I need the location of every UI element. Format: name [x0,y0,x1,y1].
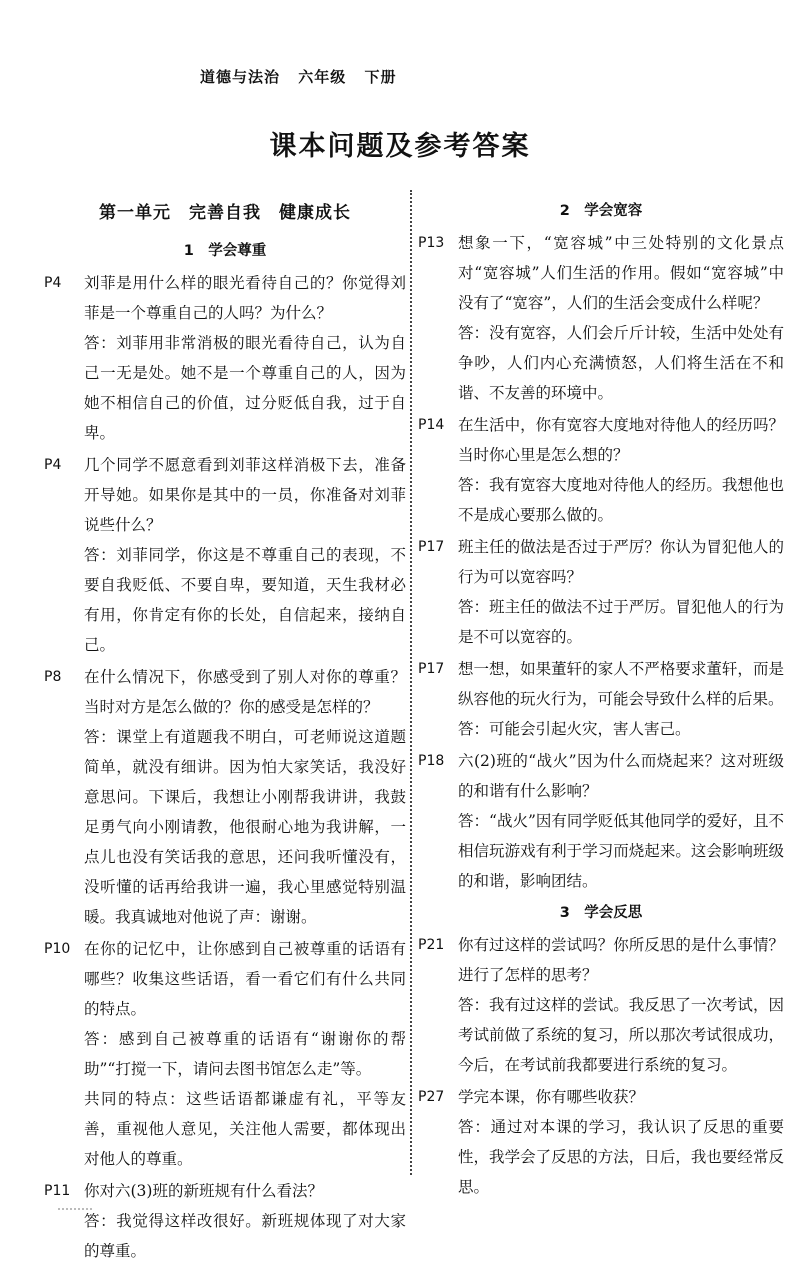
question: 想象一下，“宽容城”中三处特别的文化景点对“宽容城”人们生活的作用。假如“宽容城”中没有了“宽容”，人们的生活会变成什么样呢？ [458,234,784,312]
qa-item [44,268,406,448]
page-ref: P27 [418,1089,445,1105]
question: 学完本课，你有哪些收获？ [458,1088,645,1106]
lesson-title-3: 3 学会反思 [559,905,643,921]
qa-item [418,930,784,1080]
question: 六(2)班的“战火”因为什么而烧起来？这对班级的和谐有什么影响？ [458,752,784,800]
right-column [418,196,784,1204]
page-ref: P10 [44,941,71,957]
answer: 答：没有宽容，人们会斤斤计较，生活中处处有争吵，人们内心充满愤怒，人们将生活在不和谐、不友善的环境中。 [458,324,784,402]
answer: 答：感到自己被尊重的话语有“谢谢你的帮助”“打搅一下，请问去图书馆怎么走”等。 [84,1030,406,1078]
header-volume: 下册 [364,68,397,86]
scan-mark [58,1208,92,1212]
question: 你对六(3)班的新班规有什么看法？ [84,1182,323,1200]
question: 你有过这样的尝试吗？你所反思的是什么事情？进行了怎样的思考？ [458,936,784,984]
running-header [200,66,409,87]
header-subject: 道德与法治 [200,68,281,86]
unit-title: 第一单元 完善自我 健康成长 [99,203,351,223]
answer: 答：刘菲用非常消极的眼光看待自己，认为自己一无是处。她不是一个尊重自己的人，因为她不相信自己的价值，过分贬低自我，过于自卑。 [84,334,406,442]
page-title: 课本问题及参考答案 [269,131,531,162]
answer-continued: 共同的特点：这些话语都谦虚有礼，平等友善，重视他人意见，关注他人需要，都体现出对他人的尊重。 [84,1090,406,1168]
page-ref: P14 [418,417,445,433]
answer: 答：我觉得这样改很好。新班规体现了对大家的尊重。 [84,1212,406,1260]
answer: 答：我有过这样的尝试。我反思了一次考试，因考试前做了系统的复习，所以那次考试很成功，今后，在考试前我都要进行系统的复习。 [458,996,784,1074]
qa-item [44,1176,406,1266]
qa-item [418,532,784,652]
page-ref: P17 [418,661,445,677]
page-ref: P8 [44,669,62,685]
question: 在什么情况下，你感受到了别人对你的尊重？当时对方是怎么做的？你的感受是怎样的？ [84,668,406,716]
question: 想一想，如果董轩的家人不严格要求董轩，而是纵容他的玩火行为，可能会导致什么样的后果。 [458,660,784,708]
answer: 答：班主任的做法不过于严厉。冒犯他人的行为是不可以宽容的。 [458,598,784,646]
page-ref: P4 [44,275,62,291]
page-ref: P11 [44,1183,71,1199]
left-column [44,196,406,1268]
column-divider [410,190,412,1175]
qa-item [418,410,784,530]
answer: 答：“战火”因有同学贬低其他同学的爱好，且不相信玩游戏有利于学习而烧起来。这会影响班级的和谐，影响团结。 [458,812,784,890]
page-ref: P17 [418,539,445,555]
qa-item [418,228,784,408]
header-grade: 六年级 [298,68,347,86]
qa-item [44,662,406,932]
page-ref: P18 [418,753,445,769]
qa-item [418,654,784,744]
qa-item [44,450,406,660]
answer: 答：我有宽容大度地对待他人的经历。我想他也不是成心要那么做的。 [458,476,784,524]
question: 在生活中，你有宽容大度地对待他人的经历吗？当时你心里是怎么想的？ [458,416,784,464]
page-ref: P21 [418,937,445,953]
qa-item [44,934,406,1174]
answer: 答：可能会引起火灾，害人害己。 [458,720,691,738]
question: 在你的记忆中，让你感到自己被尊重的话语有哪些？收集这些话语，看一看它们有什么共同的特点。 [84,940,406,1018]
lesson-title-2: 2 学会宽容 [559,203,643,219]
page-ref: P4 [44,457,62,473]
answer: 答：刘菲同学，你这是不尊重自己的表现，不要自我贬低、不要自卑，要知道，天生我材必有用，你肯定有你的长处，自信起来，接纳自己。 [84,546,406,654]
question: 刘菲是用什么样的眼光看待自己的？你觉得刘菲是一个尊重自己的人吗？为什么？ [84,274,406,322]
qa-item [418,1082,784,1202]
question: 班主任的做法是否过于严厉？你认为冒犯他人的行为可以宽容吗？ [458,538,784,586]
answer: 答：课堂上有道题我不明白，可老师说这道题简单，就没有细讲。因为怕大家笑话，我没好意思问。下课后，我想让小刚帮我讲讲，我鼓足勇气向小刚请教，他很耐心地为我讲解，一点儿也没有笑话我的意思，还问我听懂没有，没听懂的话再给我讲一遍，我心里感觉特别温暖。我真诚地对他说了声：谢谢。 [84,728,406,926]
question: 几个同学不愿意看到刘菲这样消极下去，准备开导她。如果你是其中的一员，你准备对刘菲说些什么？ [84,456,406,534]
qa-item [418,746,784,896]
lesson-title-1: 1 学会尊重 [183,243,267,259]
page-ref: P13 [418,235,445,251]
answer: 答：通过对本课的学习，我认识了反思的重要性，我学会了反思的方法，日后，我也要经常反思。 [458,1118,784,1196]
